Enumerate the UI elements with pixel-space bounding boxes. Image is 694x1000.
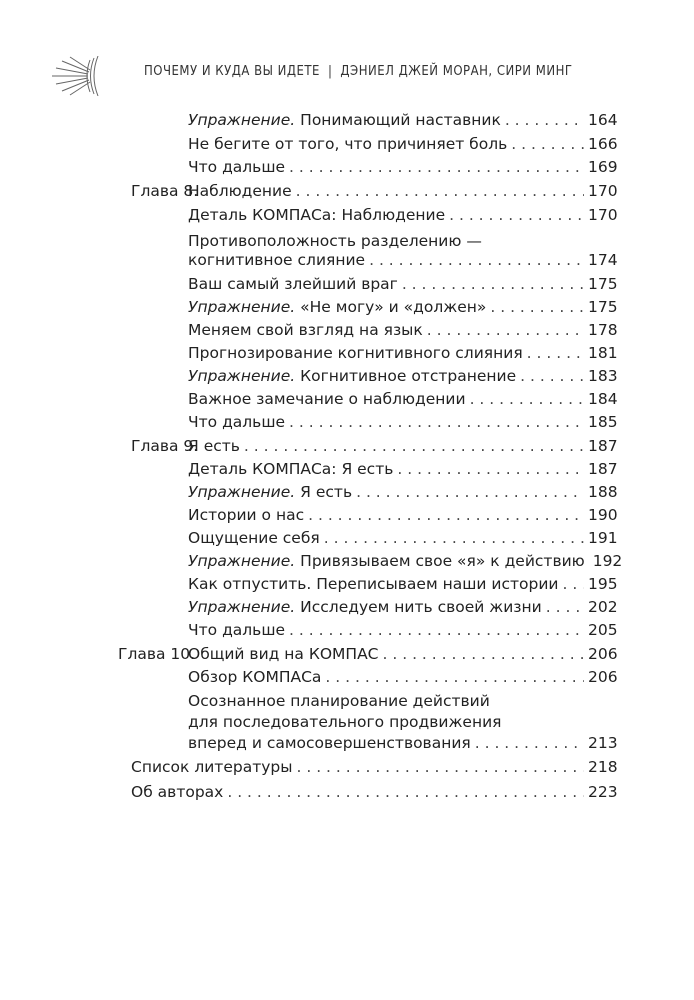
header-separator: | (327, 64, 333, 79)
page-number: 192 (592, 552, 623, 570)
toc-entry[interactable]: Прогнозирование когнитивного слияния . . . 181 (188, 343, 616, 363)
toc-entry[interactable]: Что дальше . . . 185 (188, 412, 616, 432)
page-number: 178 (588, 321, 618, 339)
page-number: 174 (588, 251, 618, 269)
running-header (44, 56, 644, 96)
page-number: 185 (588, 413, 618, 431)
page-number: 195 (588, 575, 618, 593)
page-number: 164 (588, 111, 618, 129)
page-number: 206 (588, 668, 618, 686)
toc-section-entry[interactable]: Список литературы . . . 218 (131, 757, 616, 777)
page-number: 218 (588, 758, 618, 776)
toc-entry[interactable]: Упражнение. Когнитивное отстранение . . . 183 (188, 366, 616, 386)
chapter-label: Глава 9. (131, 437, 199, 455)
page-number: 166 (588, 135, 618, 153)
toc-entry[interactable]: Упражнение. Понимающий наставник . . . 164 (188, 110, 616, 130)
page-number: 206 (588, 645, 618, 663)
page-number: 202 (588, 598, 618, 616)
page-number: 175 (588, 298, 618, 316)
page-number: 205 (588, 621, 618, 639)
toc-chapter-entry[interactable]: Я есть . . . 187 (188, 436, 616, 456)
book-title: ПОЧЕМУ И КУДА ВЫ ИДЕТЕ (144, 64, 320, 79)
toc-entry-line[interactable]: Противоположность разделению — (188, 232, 482, 250)
page-number: 170 (588, 182, 618, 200)
toc-entry[interactable]: Упражнение. Привязываем свое «я» к действию 192 (188, 552, 623, 570)
page-number: 170 (588, 206, 618, 224)
toc-section-entry[interactable]: Об авторах . . . 223 (131, 782, 616, 802)
toc-chapter-entry[interactable]: Наблюдение . . . 170 (188, 181, 616, 201)
toc-entry[interactable]: Ощущение себя . . . 191 (188, 528, 616, 548)
toc-entry-line[interactable]: Осознанное планирование действий (188, 692, 490, 710)
page-number: 213 (588, 734, 618, 752)
toc-entry[interactable]: вперед и самосовершенствования . . . 213 (188, 733, 616, 753)
page-number: 187 (588, 460, 618, 478)
toc-entry[interactable]: Меняем свой взгляд на язык . . . 178 (188, 320, 616, 340)
page-number: 187 (588, 437, 618, 455)
toc-chapter-entry[interactable]: Общий вид на КОМПАС . . . 206 (188, 644, 616, 664)
toc-entry[interactable]: Обзор КОМПАСа . . . 206 (188, 667, 616, 687)
page-number: 181 (588, 344, 618, 362)
page-number: 223 (588, 783, 618, 801)
page-number: 191 (588, 529, 618, 547)
toc-entry[interactable]: Ваш самый злейший враг . . . 175 (188, 274, 616, 294)
page-number: 169 (588, 158, 618, 176)
toc-entry[interactable]: Упражнение. Исследуем нить своей жизни . . . 202 (188, 597, 616, 617)
chapter-label: Глава 8. (131, 182, 199, 200)
toc-entry-line[interactable]: для последовательного продвижения (188, 713, 502, 731)
toc-entry[interactable]: Как отпустить. Переписываем наши истории . . . 195 (188, 574, 616, 594)
page-number: 184 (588, 390, 618, 408)
toc-entry[interactable]: Деталь КОМПАСа: Я есть . . . 187 (188, 459, 616, 479)
toc-entry[interactable]: Что дальше . . . 205 (188, 620, 616, 640)
toc-entry[interactable]: когнитивное слияние . . . 174 (188, 250, 616, 270)
header-text (144, 64, 573, 79)
toc-entry[interactable]: Важное замечание о наблюдении . . . 184 (188, 389, 616, 409)
toc-entry[interactable]: Что дальше . . . 169 (188, 157, 616, 177)
page-number: 175 (588, 275, 618, 293)
toc-entry[interactable]: Упражнение. Я есть . . . 188 (188, 482, 616, 502)
toc-entry[interactable]: Истории о нас . . . 190 (188, 505, 616, 525)
toc-entry[interactable]: Не бегите от того, что причиняет боль . . . 166 (188, 134, 616, 154)
page-number: 188 (588, 483, 618, 501)
page-number: 190 (588, 506, 618, 524)
sunburst-ornament-icon (44, 56, 140, 96)
toc-entry[interactable]: Деталь КОМПАСа: Наблюдение . . . 170 (188, 205, 616, 225)
page-number: 183 (588, 367, 618, 385)
book-authors: ДЭНИЕЛ ДЖЕЙ МОРАН, СИРИ МИНГ (340, 64, 573, 79)
chapter-label: Глава 10. (118, 645, 196, 663)
toc-entry[interactable]: Упражнение. «Не могу» и «должен» . . . 175 (188, 297, 616, 317)
